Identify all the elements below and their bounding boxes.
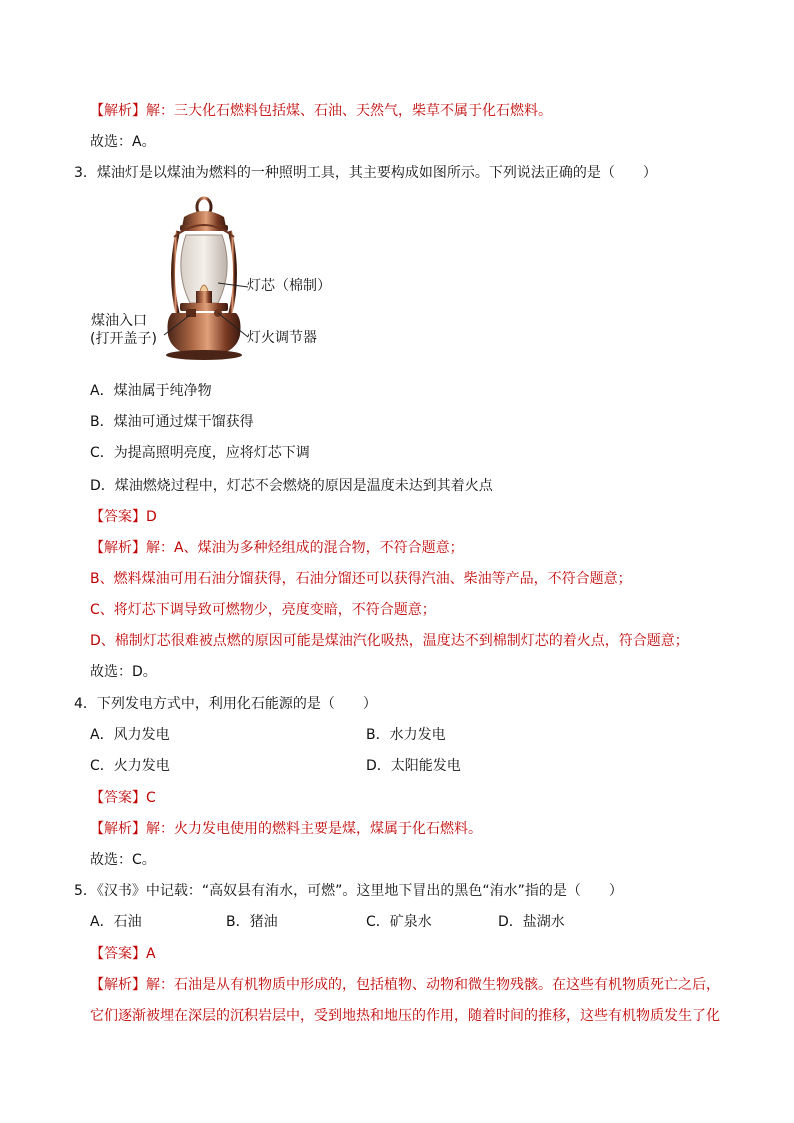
label-regulator: 灯火调节器 [247,330,317,346]
q5-stem: 5．《汉书》中记载：“高奴县有洧水，可燃”。这里地下冒出的黑色“洧水”指的是（ ） [74,883,623,899]
q5-option-d: D．盐湖水 [498,914,565,930]
label-inlet-line1: 煤油入口 [91,313,147,329]
q3-option-c: C．为提高照明亮度，应将灯芯下调 [90,445,310,461]
q3-option-b: B．煤油可通过煤干馏获得 [90,414,254,430]
q3-analysis-3: C、将灯芯下调导致可燃物少，亮度变暗，不符合题意； [90,602,436,618]
q3-option-a: A．煤油属于纯净物 [90,383,212,399]
q3-answer: 【答案】D [90,509,157,525]
q3-choose: 故选：D。 [90,664,157,680]
q4-analysis: 【解析】解：火力发电使用的燃料主要是煤，煤属于化石燃料。 [90,821,482,837]
q5-analysis-2: 它们逐渐被埋在深层的沉积岩层中，受到地热和地压的作用，随着时间的推移，这些有机物质发生了化 [90,1008,720,1024]
label-inlet-line2: (打开盖子) [90,331,157,347]
q5-option-b: B．猪油 [226,914,278,930]
q3-analysis-4: D、棉制灯芯很难被点燃的原因可能是煤油汽化吸热，温度达不到棉制灯芯的着火点，符合题意； [90,633,689,649]
q5-analysis-1: 【解析】解：石油是从有机物质中形成的，包括植物、动物和微生物残骸。在这些有机物质死亡之后， [90,977,720,993]
q4-option-a: A．风力发电 [90,727,170,743]
kerosene-lamp-figure [86,195,346,370]
q4-option-c: C．火力发电 [90,758,170,774]
q4-answer: 【答案】C [90,790,156,806]
q4-option-b: B．水力发电 [366,727,446,743]
q2-choose: 故选：A。 [90,134,156,150]
label-wick: 灯芯（棉制） [247,278,331,294]
q5-option-c: C．矿泉水 [366,914,432,930]
q5-answer: 【答案】A [90,946,156,962]
q3-stem: 3．煤油灯是以煤油为燃料的一种照明工具，其主要构成如图所示。下列说法正确的是（ ） [74,165,657,181]
q3-analysis-2: B、燃料煤油可用石油分馏获得，石油分馏还可以获得汽油、柴油等产品，不符合题意； [90,571,632,587]
q3-analysis-1: 【解析】解：A、煤油为多种烃组成的混合物，不符合题意； [90,540,464,556]
q4-stem: 4．下列发电方式中，利用化石能源的是（ ） [74,696,377,712]
q4-option-d: D．太阳能发电 [366,758,461,774]
q5-option-a: A．石油 [90,914,142,930]
q2-analysis: 【解析】解：三大化石燃料包括煤、石油、天然气，柴草不属于化石燃料。 [90,103,552,119]
q3-option-d: D．煤油燃烧过程中，灯芯不会燃烧的原因是温度未达到其着火点 [90,478,493,494]
q4-choose: 故选：C。 [90,852,156,868]
